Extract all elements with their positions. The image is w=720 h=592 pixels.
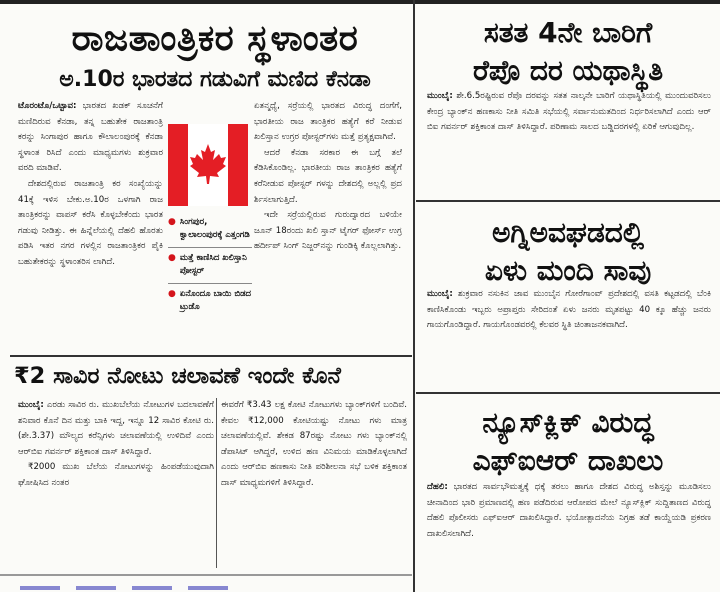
main-subheadline: ಅ.10ರ ಭಾರತದ ಗಡುವಿಗೆ ಮಣಿದ ಕೆನಡಾ xyxy=(59,67,371,92)
fire-accident-body: ಮುಂಬೈ: ಶುಕ್ರವಾರ ನಸುಕಿನ ಜಾವ ಮುಂಬೈನ ಗೋರೆಗಾಂವ್ ಪ್ರದೇಶದಲ್ಲಿ ವಸತಿ ಕಟ್ಟಡದಲ್ಲಿ ಬೆಂಕಿ ಕಾಣಿಸಿಕೊಂಡು ಇಬ್ಬರು ಅಪ್ರಾಪ್ತರು ಸೇರಿದಂತೆ ಏಳು ಜನರು ಮೃತಪಟ್ಟು 40 ಕ್ಕೂ ಹೆಚ್ಚು ಜನರು ಗಾಯಗೊಂಡಿದ್ದಾರೆ. ಗಾಯಗೊಂಡವರಲ್ಲಿ ಕೆಲವರ ಸ್ಥಿತಿ ಚಿಂತಾಜನಕವಾಗಿದೆ. xyxy=(427,289,711,331)
section-divider xyxy=(416,392,720,394)
main-dateline: ಟೊರಂಟೊ/ಒಟ್ಟಾವ: xyxy=(18,101,77,111)
repo-rate-body: ಮುಂಬೈ: ಶೇ.6.5ರಷ್ಟಿರುವ ರೆಪೊ ದರವನ್ನು ಸತತ ನಾಲ್ಕನೇ ಬಾರಿಗೆ ಯಥಾಸ್ಥಿತಿಯಲ್ಲಿ ಮುಂದುವರಿಸಲು ಕೇಂದ್ರ ಬ್ಯಾಂಕ್‌ನ ಹಣಕಾಸು ನೀತಿ ಸಮಿತಿ ಸಭೆಯಲ್ಲಿ ಸರ್ವಾನುಮತದಿಂದ ನಿರ್ಧರಿಸಲಾಗಿದೆ ಎಂದು ಆರ್ ಬಿಐ ಗವರ್ನರ್ ಶಕ್ತಿಕಾಂತ ದಾಸ್ ತಿಳಿಸಿದ್ದಾರೆ. ಪರಿಣಾಮ ಸಾಲದ ಬಡ್ಡಿದರಗಳಲ್ಲಿ ಏರಿಕೆ ಆಗುವುದಿಲ್ಲ. xyxy=(427,91,712,133)
main-col2-para-3: ಇದೇ ಸರ್‍ರೆಯಲ್ಲಿರುವ ಗುರುದ್ವಾರದ ಬಳಿಯೇ ಜೂನ್ 18ರಂದು ಖಲಿ ಸ್ತಾನ್ ಟೈಗರ್ ಫೋರ್ಸ್ ಉಗ್ರ ಹರ್ದೀಪ್ ಸಿಂಗ್ ನಿಜ್ಜರ್‌ನನ್ನು ಗುಂಡಿಕ್ಕಿ ಕೊಲ್ಲಲಾಗಿತ್ತು. xyxy=(254,210,402,252)
column-rule xyxy=(216,398,217,568)
bullet-dot-icon: ● xyxy=(168,217,176,227)
canada-flag-image xyxy=(168,124,248,206)
section-divider xyxy=(10,355,412,357)
main-col1-para-2: ದೇಶದಲ್ಲಿರುವ ರಾಜತಾಂತ್ರಿ ಕರ ಸಂಖ್ಯೆಯನ್ನು 41ಕ್ಕೆ ಇಳಿಸ ಬೇಕು.ಅ.10ರ ಒಳಗಾಗಿ ರಾಜ ತಾಂತ್ರಿಕರನ್ನು ವಾಪಸ್ ಕರೆಸಿ ಕೊಳ್ಳಬೇಕೆಂದು ಭಾರತ ಗಡುವು ನೀಡಿತ್ತು. ಈ ಹಿನ್ನೆಲೆಯಲ್ಲಿ ದೆಹಲಿ ಹೊರತು ಪಡಿಸಿ ಇತರ ನಗರ ಗಳಲ್ಲಿನ ರಾಜತಾಂತ್ರಿಕರ ಪೈಕಿ ಬಹುತೇಕರನ್ನು ಸ್ಥಳಾಂತರಿಸ ಲಾಗಿದೆ. xyxy=(18,178,163,267)
main-headline: ರಾಜತಾಂತ್ರಿಕರ ಸ್ಥಳಾಂತರ xyxy=(71,18,359,59)
main-story-column-1 xyxy=(18,99,163,271)
repo-rate-headline: ಸತತ 4ನೇ ಬಾರಿಗೆ ರೆಪೊ ದರ ಯಥಾಸ್ಥಿತಿ xyxy=(472,16,664,87)
note-story-column-2: ಈವರೆಗೆ ₹3.43 ಲಕ್ಷ ಕೋಟಿ ನೋಟುಗಳು ಬ್ಯಾಂಕ್‌ಗಳಿಗೆ ಬಂದಿವೆ. ಕೇವಲ ₹12,000 ಕೋಟಿಯಷ್ಟು ನೋಟು ಗಳು ಮಾತ್ರ ಚಲಾವಣೆಯಲ್ಲಿವೆ. ಶೇಕಡ 87ರಷ್ಟು ನೋಟು ಗಳು ಬ್ಯಾಂಕ್‌ನಲ್ಲಿ ಡೆಪಾಸಿಟ್ ಆಗಿದ್ದರೆ, ಉಳಿದ ಹಣ ವಿನಿಮಯ ಮಾಡಿಕೊಳ್ಳಲಾಗಿದೆ ಎಂದು ಆರ್‌ಬಿಐ ಹಣಕಾಸು ನೀತಿ ಪರಿಶೀಲನಾ ಸಭೆ ಬಳಿಕ ಶಕ್ತಿಕಾಂತ ದಾಸ್ ಮಾಧ್ಯಮಗಳಿಗೆ ತಿಳಿಸಿದ್ದಾರೆ. xyxy=(221,400,407,488)
fire-accident-headline: ಅಗ್ನಿಅವಘಡದಲ್ಲಿ ಏಳು ಮಂದಿ ಸಾವು xyxy=(484,216,652,287)
key-point: ● ಸಿಂಗಪುರ, ಕ್ವಾಲಾಲಂಪುರಕ್ಕೆ ಎತ್ತಂಗಡಿ xyxy=(168,212,252,248)
main-col2-para-1: ಏತನ್ಮಧ್ಯೆ, ಸರ್‍ರೆಯಲ್ಲಿ ಭಾರತದ ವಿರುದ್ಧ ದಂಗೆಗೆ, ಭಾರತೀಯ ರಾಜ ತಾಂತ್ರಿಕರ ಹತ್ಯೆಗೆ ಕರೆ ನೀಡುವ ಖಲಿಸ್ತಾನ ಉಗ್ರರ ಪೋಸ್ಟರ್‌ಗಳು ಮತ್ತೆ ಪ್ರತ್ಯಕ್ಷವಾಗಿವೆ. xyxy=(254,101,402,143)
key-point: ● ಮತ್ತೆ ಕಾಣಿಸಿದ ಖಲಿಸ್ತಾನಿ ಪೋಸ್ಟರ್ xyxy=(168,248,252,284)
key-point: ● ಏನೊಂದೂ ಬಾಯಿ ಬಿಡದ ಟ್ರುಡೊ xyxy=(168,289,251,312)
bullet-dot-icon: ● xyxy=(168,253,176,263)
maple-leaf-icon xyxy=(188,142,228,186)
bullet-dot-icon: ● xyxy=(168,289,176,299)
main-story-column-2 xyxy=(254,99,402,255)
note-dateline: ಮುಂಬೈ: xyxy=(18,400,44,410)
newsclick-headline: ನ್ಯೂಸ್‌ಕ್ಲಿಕ್ ವಿರುದ್ಧ ಎಫ್‌ಐಆರ್ ದಾಖಲು xyxy=(472,406,664,477)
bottom-rule xyxy=(0,574,412,576)
next-page-fragment xyxy=(20,579,380,592)
main-col2-para-2: ಆದರೆ ಕೆನಡಾ ಸರಕಾರ ಈ ಬಗ್ಗೆ ತಲೆ ಕೆಡಿಸಿಕೊಂಡಿಲ್ಲ. ಭಾರತೀಯ ರಾಜ ತಾಂತ್ರಿಕರ ಹತ್ಯೆಗೆ ಕರೆನೀಡುವ ಪೋಸ್ಟರ್ ಗಳನ್ನು ದೇಶದಲ್ಲಿ ಅಲ್ಲಲ್ಲಿ ಪ್ರದ ರ್ಶಿಸಲಾಗುತ್ತಿದೆ. xyxy=(254,147,402,205)
note-story-column-1: ಮುಂಬೈ: ಎರಡು ಸಾವಿರ ರು. ಮುಖಬೆಲೆಯ ನೋಟುಗಳ ಬದಲಾವಣೆಗೆ ಶನಿವಾರ ಕೊನೆ ದಿನ ಮತ್ತು ಬಾಕಿ ಇದ್ದ, ಇನ್ನೂ 12 ಸಾವಿರ ಕೋಟಿ ರು. (ಶೇ.3.37) ಮೌಲ್ಯದ ಕರೆನ್ಸಿಗಳು ಚಲಾವಣೆಯಲ್ಲಿ ಉಳಿದಿವೆ ಎಂದು ಆರ್‌ಬಿಐ ಗವರ್ನರ್ ಶಕ್ತಿಕಾಂತ ದಾಸ್ ತಿಳಿಸಿದ್ದಾರೆ. ₹2000 ಮುಖ ಬೆಲೆಯ ನೋಟುಗಳನ್ನು ಹಿಂಪಡೆಯುವುದಾಗಿ ಘೋಷಿಸಿದ ನಂತರ xyxy=(18,400,214,488)
section-divider xyxy=(416,200,720,202)
newsclick-body: ದೆಹಲಿ: ಭಾರತದ ಸಾರ್ವಭೌಮತ್ವಕ್ಕೆ ಧಕ್ಕೆ ತರಲು ಹಾಗೂ ದೇಶದ ವಿರುದ್ಧ ಅಶಿಸ್ತನ್ನು ಮೂಡಿಸಲು ಚೀನಾದಿಂದ ಭಾರಿ ಪ್ರಮಾಣದಲ್ಲಿ ಹಣ ಪಡೆದಿರುವ ಆರೋಪದ ಮೇಲೆ ನ್ಯೂಸ್‌ಕ್ಲಿಕ್ ಸುದ್ದಿತಾಣದ ವಿರುದ್ಧ ದೆಹಲಿ ಪೊಲೀಸರು ಎಫ್‌ಐಆರ್ ದಾಖಲಿಸಿದ್ದಾರೆ. ಭಯೋತ್ಪಾದನೆಯ ನಿಗ್ರಹ ತಡೆ ಕಾಯ್ದೆಯಡಿ ಪ್ರಕರಣ ದಾಖಲಿಸಲಾಗಿದೆ. xyxy=(427,482,711,539)
key-points-box xyxy=(168,212,252,319)
main-col1-para-1: ಭಾರತದ ಖಡಕ್ ಸೂಚನೆಗೆ ಮಣಿದಿರುವ ಕೆನಡಾ, ತನ್ನ ಬಹುತೇಕ ರಾಜತಾಂತ್ರಿ ಕರನ್ನು ಸಿಂಗಾಪುರ ಹಾಗೂ ಕೌಲಾಲಂಪುರಕ್ಕೆ ಕೆನಡಾ ಸ್ಥಳಾಂತ ರಿಸಿದೆ ಎಂದು ಮಾಧ್ಯಮಗಳು ಶುಕ್ರವಾರ ವರದಿ ಮಾಡಿವೆ. xyxy=(18,101,163,174)
page-column-divider xyxy=(413,0,415,592)
top-rule xyxy=(0,0,720,4)
note-story-headline: ₹2 ಸಾವಿರ ನೋಟು ಚಲಾವಣೆ ಇಂದೇ ಕೊನೆ xyxy=(14,363,341,389)
